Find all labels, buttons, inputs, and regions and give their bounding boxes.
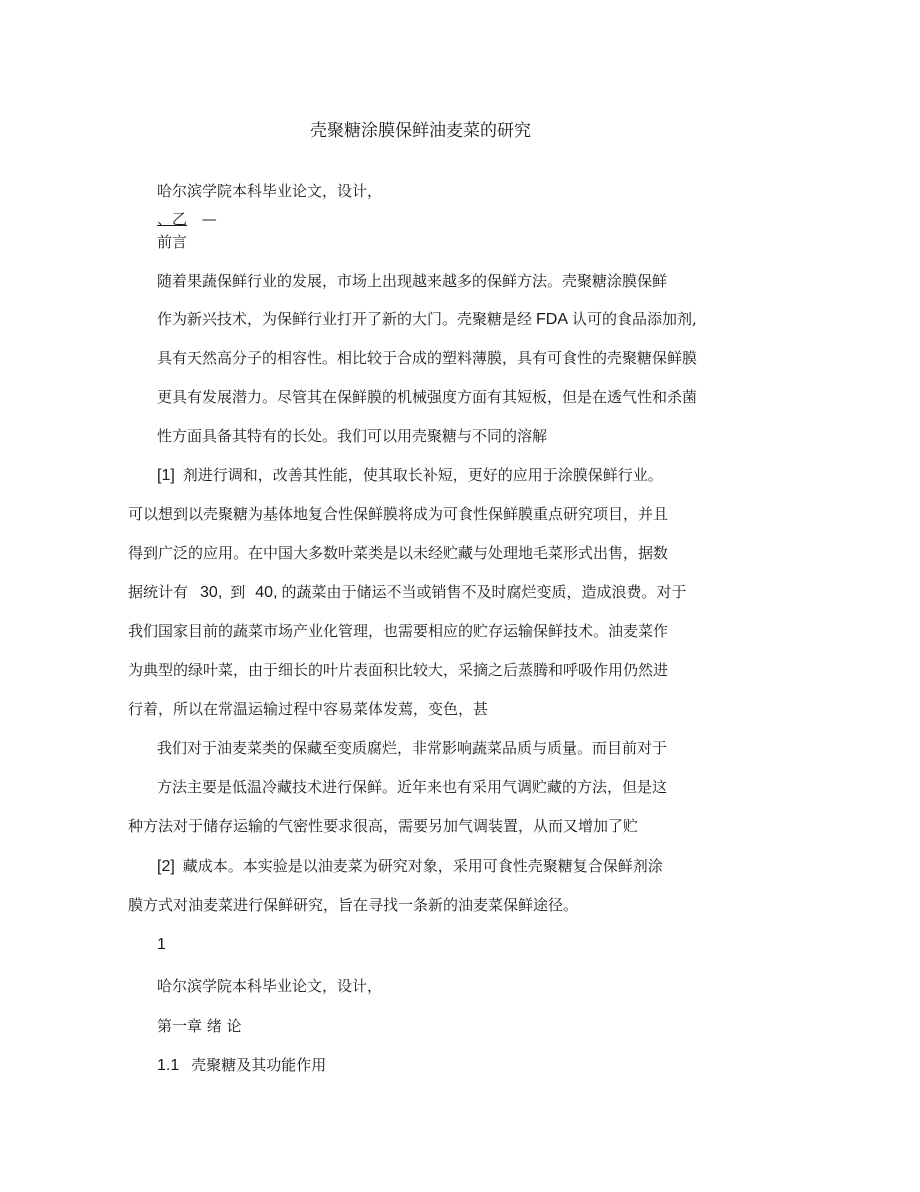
running-header: 哈尔滨学院本科毕业论文，设计， <box>157 977 383 995</box>
text-run: 作为新兴技术，为保鲜行业打开了新的大门。壳聚糖是经 <box>157 310 533 328</box>
paragraph-line <box>157 309 697 330</box>
page-title: 壳聚糖涂膜保鲜油麦菜的研究 <box>310 121 531 141</box>
paragraph-line: 种方法对于储存运输的气密性要求很高，需要另加气调装置，从而又增加了贮 <box>128 817 639 835</box>
paragraph-line: 更具有发展潜力。尽管其在保鲜膜的机械强度方面有其短板，但是在透气性和杀菌 <box>157 388 698 406</box>
paragraph-line <box>128 582 687 603</box>
running-header: 哈尔滨学院本科毕业论文，设计， <box>157 182 383 200</box>
paragraph-line: 得到广泛的应用。在中国大多数叶菜类是以未经贮藏与处理地毛菜形式出售，据数 <box>128 544 669 562</box>
section-number: 1.1 <box>157 1057 180 1074</box>
section-heading-preface: 前言 <box>157 233 188 251</box>
paragraph-line: 性方面具备其特有的长处。我们可以用壳聚糖与不同的溶解 <box>157 427 548 445</box>
paragraph-line: 可以想到以壳聚糖为基体地复合性保鲜膜将成为可食性保鲜膜重点研究项目，并且 <box>128 505 669 523</box>
page-number: 1 <box>157 936 166 953</box>
citation-ref: [2] <box>157 858 175 875</box>
chapter-heading: 第一章 绪 论 <box>157 1017 242 1035</box>
paragraph-line: 我们国家目前的蔬菜市场产业化管理，也需要相应的贮存运输保鲜技术。油麦菜作 <box>128 622 669 640</box>
paragraph-line: 具有天然高分子的相容性。相比较于合成的塑料薄膜，具有可食性的壳聚糖保鲜膜 <box>157 349 698 367</box>
paragraph-line: 行着，所以在常温运输过程中容易菜体发蔫，变色，甚 <box>128 700 489 718</box>
text-run: 到 <box>230 583 246 601</box>
paragraph-line: 膜方式对油麦菜进行保鲜研究，旨在寻找一条新的油麦菜保鲜途径。 <box>128 896 579 914</box>
paragraph-line <box>157 856 663 877</box>
stray-mark <box>157 209 217 229</box>
section-heading <box>157 1055 326 1076</box>
section-title: 壳聚糖及其功能作用 <box>191 1056 327 1074</box>
stray-mark-dash: — <box>201 210 217 228</box>
text-run: 的蔬菜由于储运不当或销售不及时腐烂变质，造成浪费。对于 <box>281 583 687 601</box>
number-value: 30, <box>200 584 223 601</box>
paragraph-line: 为典型的绿叶菜，由于细长的叶片表面积比较大，采摘之后蒸腾和呼吸作用仍然进 <box>128 661 669 679</box>
citation-ref: [1] <box>157 467 175 484</box>
paragraph-line: 方法主要是低温冷藏技术进行保鲜。近年来也有采用气调贮藏的方法，但是这 <box>157 778 668 796</box>
paragraph-line: 我们对于油麦菜类的保藏至变质腐烂，非常影响蔬菜品质与质量。而目前对于 <box>157 739 668 757</box>
abbreviation-fda: FDA <box>536 311 569 328</box>
stray-mark-prefix: 、乙 <box>157 210 188 228</box>
text-run: 据统计有 <box>128 583 189 601</box>
paragraph-line <box>157 465 663 486</box>
text-run: 认可的食品添加剂, <box>572 310 697 328</box>
number-value: 40, <box>255 584 278 601</box>
paragraph-line: 随着果蔬保鲜行业的发展，市场上出现越来越多的保鲜方法。壳聚糖涂膜保鲜 <box>157 272 668 290</box>
text-run: 剂进行调和，改善其性能，使其取长补短，更好的应用于涂膜保鲜行业。 <box>182 466 663 484</box>
text-run: 藏成本。本实验是以油麦菜为研究对象，采用可食性壳聚糖复合保鲜剂涂 <box>182 857 663 875</box>
